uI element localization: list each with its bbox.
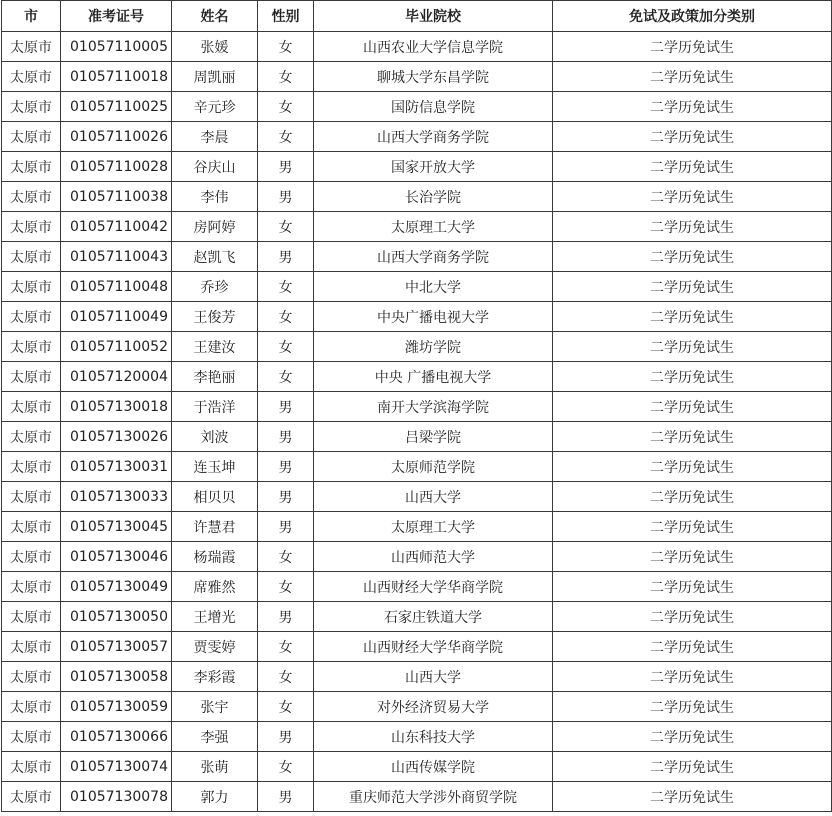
cell-school: 潍坊学院 xyxy=(314,332,553,362)
cell-school: 山西师范大学 xyxy=(314,542,553,572)
table-row xyxy=(2,512,832,542)
cell-exam-number: 01057110026 xyxy=(61,122,172,152)
cell-category: 二学历免试生 xyxy=(553,242,832,272)
cell-category: 二学历免试生 xyxy=(553,302,832,332)
cell-name: 张媛 xyxy=(172,32,258,62)
cell-exam-number: 01057110043 xyxy=(61,242,172,272)
cell-school: 山西大学 xyxy=(314,482,553,512)
cell-name: 连玉坤 xyxy=(172,452,258,482)
cell-gender: 男 xyxy=(258,452,314,482)
cell-name: 相贝贝 xyxy=(172,482,258,512)
cell-school: 山西财经大学华商学院 xyxy=(314,632,553,662)
cell-category: 二学历免试生 xyxy=(553,182,832,212)
cell-city: 太原市 xyxy=(2,662,61,692)
cell-category: 二学历免试生 xyxy=(553,572,832,602)
cell-category: 二学历免试生 xyxy=(553,32,832,62)
cell-school: 国家开放大学 xyxy=(314,152,553,182)
cell-exam-number: 01057110025 xyxy=(61,92,172,122)
cell-gender: 男 xyxy=(258,242,314,272)
cell-city: 太原市 xyxy=(2,302,61,332)
cell-exam-number: 01057130045 xyxy=(61,512,172,542)
cell-exam-number: 01057130066 xyxy=(61,722,172,752)
table-row xyxy=(2,62,832,92)
cell-gender: 女 xyxy=(258,272,314,302)
cell-school: 山西传媒学院 xyxy=(314,752,553,782)
table-header xyxy=(2,1,832,32)
cell-name: 赵凯飞 xyxy=(172,242,258,272)
cell-category: 二学历免试生 xyxy=(553,152,832,182)
cell-city: 太原市 xyxy=(2,92,61,122)
cell-school: 山西大学商务学院 xyxy=(314,242,553,272)
cell-gender: 男 xyxy=(258,482,314,512)
header-exam-number: 准考证号 xyxy=(61,1,172,32)
cell-city: 太原市 xyxy=(2,452,61,482)
table-row xyxy=(2,452,832,482)
exemption-list-table xyxy=(1,0,832,812)
cell-category: 二学历免试生 xyxy=(553,362,832,392)
cell-exam-number: 01057110038 xyxy=(61,182,172,212)
cell-name: 王建汝 xyxy=(172,332,258,362)
table-row xyxy=(2,662,832,692)
table-row xyxy=(2,362,832,392)
cell-category: 二学历免试生 xyxy=(553,602,832,632)
cell-gender: 男 xyxy=(258,602,314,632)
cell-name: 贾雯婷 xyxy=(172,632,258,662)
cell-city: 太原市 xyxy=(2,182,61,212)
cell-exam-number: 01057130059 xyxy=(61,692,172,722)
cell-category: 二学历免试生 xyxy=(553,452,832,482)
cell-gender: 女 xyxy=(258,212,314,242)
cell-name: 谷庆山 xyxy=(172,152,258,182)
cell-school: 吕梁学院 xyxy=(314,422,553,452)
cell-name: 郭力 xyxy=(172,782,258,812)
cell-city: 太原市 xyxy=(2,422,61,452)
cell-city: 太原市 xyxy=(2,542,61,572)
table-row xyxy=(2,542,832,572)
cell-school: 中央广播电视大学 xyxy=(314,302,553,332)
cell-exam-number: 01057110042 xyxy=(61,212,172,242)
cell-exam-number: 01057110018 xyxy=(61,62,172,92)
cell-exam-number: 01057120004 xyxy=(61,362,172,392)
cell-gender: 女 xyxy=(258,662,314,692)
cell-category: 二学历免试生 xyxy=(553,272,832,302)
cell-city: 太原市 xyxy=(2,722,61,752)
cell-school: 太原理工大学 xyxy=(314,512,553,542)
cell-exam-number: 01057130074 xyxy=(61,752,172,782)
cell-gender: 男 xyxy=(258,182,314,212)
cell-gender: 男 xyxy=(258,152,314,182)
cell-school: 山东科技大学 xyxy=(314,722,553,752)
cell-name: 李强 xyxy=(172,722,258,752)
cell-exam-number: 01057110005 xyxy=(61,32,172,62)
cell-school: 山西大学 xyxy=(314,662,553,692)
cell-category: 二学历免试生 xyxy=(553,92,832,122)
cell-category: 二学历免试生 xyxy=(553,662,832,692)
cell-exam-number: 01057130058 xyxy=(61,662,172,692)
cell-exam-number: 01057130018 xyxy=(61,392,172,422)
cell-name: 于浩洋 xyxy=(172,392,258,422)
table-row xyxy=(2,152,832,182)
cell-city: 太原市 xyxy=(2,212,61,242)
cell-gender: 女 xyxy=(258,122,314,152)
table-row xyxy=(2,272,832,302)
cell-name: 张萌 xyxy=(172,752,258,782)
cell-school: 中北大学 xyxy=(314,272,553,302)
cell-exam-number: 01057130026 xyxy=(61,422,172,452)
cell-school: 山西大学商务学院 xyxy=(314,122,553,152)
table-row xyxy=(2,782,832,812)
cell-school: 对外经济贸易大学 xyxy=(314,692,553,722)
cell-exam-number: 01057110028 xyxy=(61,152,172,182)
cell-city: 太原市 xyxy=(2,332,61,362)
table-row xyxy=(2,602,832,632)
cell-gender: 女 xyxy=(258,332,314,362)
cell-name: 辛元珍 xyxy=(172,92,258,122)
cell-gender: 女 xyxy=(258,302,314,332)
cell-city: 太原市 xyxy=(2,482,61,512)
cell-gender: 女 xyxy=(258,752,314,782)
cell-school: 重庆师范大学涉外商贸学院 xyxy=(314,782,553,812)
cell-city: 太原市 xyxy=(2,392,61,422)
cell-gender: 女 xyxy=(258,542,314,572)
cell-exam-number: 01057130033 xyxy=(61,482,172,512)
cell-exam-number: 01057110048 xyxy=(61,272,172,302)
table-row xyxy=(2,302,832,332)
cell-name: 张宇 xyxy=(172,692,258,722)
cell-name: 王俊芳 xyxy=(172,302,258,332)
table-row xyxy=(2,242,832,272)
cell-name: 房阿婷 xyxy=(172,212,258,242)
cell-exam-number: 01057130031 xyxy=(61,452,172,482)
cell-school: 太原理工大学 xyxy=(314,212,553,242)
cell-category: 二学历免试生 xyxy=(553,782,832,812)
header-city: 市 xyxy=(2,1,61,32)
table-row xyxy=(2,392,832,422)
table-row xyxy=(2,182,832,212)
cell-school: 太原师范学院 xyxy=(314,452,553,482)
table-body xyxy=(2,32,832,812)
cell-city: 太原市 xyxy=(2,512,61,542)
cell-city: 太原市 xyxy=(2,572,61,602)
cell-city: 太原市 xyxy=(2,692,61,722)
cell-gender: 男 xyxy=(258,722,314,752)
table-row xyxy=(2,722,832,752)
header-gender: 性别 xyxy=(258,1,314,32)
cell-gender: 女 xyxy=(258,62,314,92)
cell-city: 太原市 xyxy=(2,122,61,152)
cell-gender: 女 xyxy=(258,692,314,722)
table-row xyxy=(2,122,832,152)
cell-category: 二学历免试生 xyxy=(553,692,832,722)
header-name: 姓名 xyxy=(172,1,258,32)
cell-exam-number: 01057110052 xyxy=(61,332,172,362)
cell-name: 席雅然 xyxy=(172,572,258,602)
cell-school: 长治学院 xyxy=(314,182,553,212)
cell-city: 太原市 xyxy=(2,272,61,302)
cell-category: 二学历免试生 xyxy=(553,392,832,422)
header-school: 毕业院校 xyxy=(314,1,553,32)
table-row xyxy=(2,632,832,662)
table-row xyxy=(2,32,832,62)
cell-category: 二学历免试生 xyxy=(553,632,832,662)
cell-name: 李彩霞 xyxy=(172,662,258,692)
table-row xyxy=(2,422,832,452)
cell-school: 聊城大学东昌学院 xyxy=(314,62,553,92)
cell-name: 李晨 xyxy=(172,122,258,152)
cell-school: 南开大学滨海学院 xyxy=(314,392,553,422)
cell-city: 太原市 xyxy=(2,62,61,92)
cell-category: 二学历免试生 xyxy=(553,62,832,92)
cell-gender: 女 xyxy=(258,32,314,62)
cell-gender: 男 xyxy=(258,392,314,422)
cell-gender: 女 xyxy=(258,92,314,122)
cell-name: 乔珍 xyxy=(172,272,258,302)
cell-category: 二学历免试生 xyxy=(553,512,832,542)
cell-name: 杨瑞霞 xyxy=(172,542,258,572)
cell-city: 太原市 xyxy=(2,752,61,782)
cell-city: 太原市 xyxy=(2,152,61,182)
cell-name: 许慧君 xyxy=(172,512,258,542)
cell-city: 太原市 xyxy=(2,362,61,392)
cell-city: 太原市 xyxy=(2,32,61,62)
cell-gender: 女 xyxy=(258,572,314,602)
table-row xyxy=(2,332,832,362)
cell-category: 二学历免试生 xyxy=(553,332,832,362)
table-row xyxy=(2,692,832,722)
header-category: 免试及政策加分类别 xyxy=(553,1,832,32)
cell-exam-number: 01057110049 xyxy=(61,302,172,332)
cell-school: 山西财经大学华商学院 xyxy=(314,572,553,602)
cell-category: 二学历免试生 xyxy=(553,122,832,152)
table-row xyxy=(2,572,832,602)
cell-school: 山西农业大学信息学院 xyxy=(314,32,553,62)
cell-name: 李伟 xyxy=(172,182,258,212)
cell-city: 太原市 xyxy=(2,602,61,632)
cell-name: 刘波 xyxy=(172,422,258,452)
cell-exam-number: 01057130057 xyxy=(61,632,172,662)
cell-school: 中央 广播电视大学 xyxy=(314,362,553,392)
cell-gender: 男 xyxy=(258,782,314,812)
cell-gender: 男 xyxy=(258,422,314,452)
cell-exam-number: 01057130046 xyxy=(61,542,172,572)
cell-school: 国防信息学院 xyxy=(314,92,553,122)
cell-category: 二学历免试生 xyxy=(553,722,832,752)
cell-exam-number: 01057130049 xyxy=(61,572,172,602)
cell-name: 周凯丽 xyxy=(172,62,258,92)
cell-school: 石家庄铁道大学 xyxy=(314,602,553,632)
cell-gender: 女 xyxy=(258,632,314,662)
cell-name: 李艳丽 xyxy=(172,362,258,392)
table-row xyxy=(2,212,832,242)
cell-gender: 男 xyxy=(258,512,314,542)
table-row xyxy=(2,92,832,122)
cell-category: 二学历免试生 xyxy=(553,422,832,452)
cell-category: 二学历免试生 xyxy=(553,482,832,512)
cell-exam-number: 01057130078 xyxy=(61,782,172,812)
header-row xyxy=(2,1,832,32)
cell-exam-number: 01057130050 xyxy=(61,602,172,632)
table-row xyxy=(2,752,832,782)
cell-name: 王增光 xyxy=(172,602,258,632)
cell-city: 太原市 xyxy=(2,242,61,272)
cell-city: 太原市 xyxy=(2,782,61,812)
cell-category: 二学历免试生 xyxy=(553,752,832,782)
cell-category: 二学历免试生 xyxy=(553,212,832,242)
cell-gender: 女 xyxy=(258,362,314,392)
cell-city: 太原市 xyxy=(2,632,61,662)
cell-category: 二学历免试生 xyxy=(553,542,832,572)
table-row xyxy=(2,482,832,512)
